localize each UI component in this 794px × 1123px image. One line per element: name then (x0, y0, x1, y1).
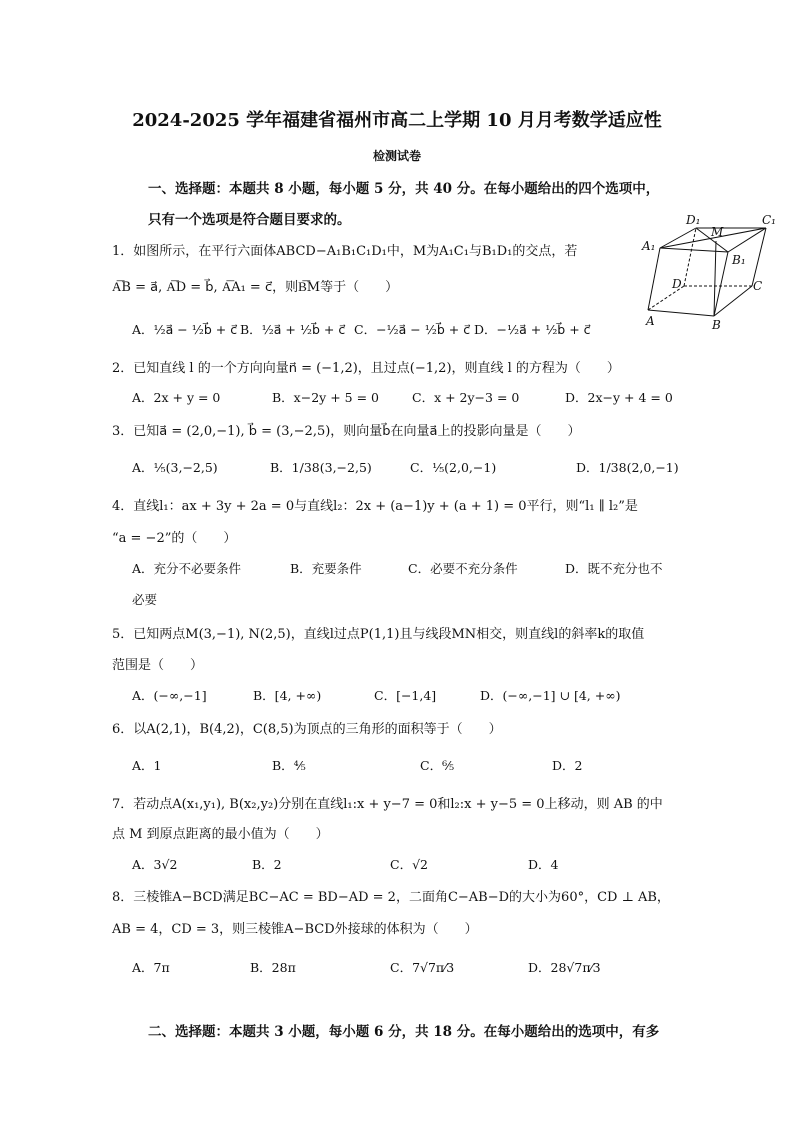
question-7-option-a: A．3√2 (132, 857, 178, 872)
hidden-edge-DD1 (684, 228, 696, 286)
question-7-stem-line1: 7．若动点A(x₁,y₁), B(x₂,y₂)分别在直线l₁:x + y−7 = 0和l₂:x + y−5 = 0上移动，则 AB 的中 (112, 797, 663, 812)
question-1-stem-line1: 1．如图所示，在平行六面体ABCD−A₁B₁C₁D₁中，M为A₁C₁与B₁D₁的交点，若 (112, 244, 578, 259)
question-4-option-c: C．必要不充分条件 (408, 561, 518, 576)
question-1-stem-line2: A͞B = a⃗, A͞D = b⃗, A͞A₁ = c⃗，则B͞M等于（ ） (112, 280, 399, 295)
question-2-stem: 2．已知直线 l 的一个方向向量n⃗ = (−1,2)，且过点(−1,2)，则直线 l 的方程为（ ） (112, 361, 620, 376)
question-5-stem-line2: 范围是（ ） (112, 658, 204, 673)
question-4-stem-line1: 4．直线l₁：ax + 3y + 2a = 0与直线l₂：2x + (a−1)y + (a + 1) = 0平行，则“l₁ ∥ l₂”是 (112, 499, 638, 514)
question-4-option-b: B．充要条件 (290, 561, 362, 576)
label-C: C (753, 279, 763, 293)
label-A: A (646, 314, 655, 328)
question-6-option-c: C．⁶⁄₅ (420, 758, 455, 773)
label-A1: A₁ (642, 239, 656, 253)
question-5-option-c: C．[−1,4] (374, 688, 437, 703)
question-2-option-d: D．2x−y + 4 = 0 (565, 390, 673, 405)
question-7-option-c: C．√2 (390, 857, 428, 872)
parallelepiped-figure (640, 208, 780, 338)
question-4-option-a: A．充分不必要条件 (132, 561, 242, 576)
question-3-option-a: A．⅕(3,−2,5) (132, 460, 218, 475)
label-D: D (672, 277, 682, 291)
question-7-option-d: D．4 (528, 857, 559, 872)
question-2-option-a: A．2x + y = 0 (132, 390, 221, 405)
label-M: M (711, 225, 724, 239)
question-3-option-b: B．1/38(3,−2,5) (270, 460, 372, 475)
question-6-option-d: D．2 (552, 758, 583, 773)
question-3-option-c: C．⅕(2,0,−1) (410, 460, 497, 475)
question-4-option-d-continued: 必要 (132, 592, 158, 607)
question-8-option-c: C．7√7π⁄3 (390, 960, 455, 975)
question-1-option-a: A．½a⃗ − ½b⃗ + c⃗ (132, 322, 238, 337)
label-C1: C₁ (762, 213, 776, 227)
question-6-option-b: B．⁴⁄₅ (272, 758, 306, 773)
question-8-option-b: B．28π (250, 960, 296, 975)
question-7-stem-line2: 点 M 到原点距离的最小值为（ ） (112, 827, 329, 842)
segment-BM (714, 241, 716, 316)
question-6-stem: 6．以A(2,1)，B(4,2)，C(8,5)为顶点的三角形的面积等于（ ） (112, 722, 502, 737)
question-5-option-d: D．(−∞,−1] ∪ [4, +∞) (480, 688, 621, 703)
section1-heading-line2: 只有一个选项是符合题目要求的。 (148, 212, 351, 228)
label-B: B (712, 318, 721, 332)
question-5-stem-line1: 5．已知两点M(3,−1), N(2,5)，直线l过点P(1,1)且与线段MN相交，则直线l的斜率k的取值 (112, 627, 645, 642)
question-2-option-c: C．x + 2y−3 = 0 (412, 390, 520, 405)
page-title: 2024-2025 学年福建省福州市高二上学期 10 月月考数学适应性 (132, 110, 662, 131)
question-5-option-a: A．(−∞,−1] (132, 688, 207, 703)
question-2-option-b: B．x−2y + 5 = 0 (272, 390, 379, 405)
question-6-option-a: A．1 (132, 758, 162, 773)
page-subtitle: 检测试卷 (372, 149, 421, 163)
question-4-stem-line2: “a = −2”的（ ） (112, 531, 237, 546)
edge-AA1 (648, 248, 660, 310)
question-1-option-b: B．½a⃗ + ½b⃗ + c⃗ (240, 322, 346, 337)
section1-heading-line1: 一、选择题：本题共 8 小题，每小题 5 分，共 40 分。在每小题给出的四个选项中， (148, 181, 660, 197)
label-B1: B₁ (732, 253, 746, 267)
question-1-option-d: D．−½a⃗ + ½b⃗ + c⃗ (474, 322, 591, 337)
question-8-option-a: A．7π (132, 960, 170, 975)
question-5-option-b: B．[4, +∞) (253, 688, 322, 703)
edge-CC1 (752, 228, 766, 286)
question-4-option-d: D．既不充分也不 (565, 561, 663, 576)
question-3-option-d: D．1/38(2,0,−1) (576, 460, 679, 475)
question-8-stem-line2: AB = 4，CD = 3，则三棱锥A−BCD外接球的体积为（ ） (112, 922, 478, 937)
label-D1: D₁ (686, 213, 701, 227)
question-8-option-d: D．28√7π⁄3 (528, 960, 601, 975)
question-8-stem-line1: 8．三棱锥A−BCD满足BC−AC = BD−AD = 2，二面角C−AB−D的大小为60°，CD ⊥ AB， (112, 890, 670, 905)
section2-heading-line1: 二、选择题：本题共 3 小题，每小题 6 分，共 18 分。在每小题给出的选项中，有多 (148, 1024, 660, 1040)
edge-B1A1 (660, 248, 728, 252)
question-1-option-c: C．−½a⃗ − ½b⃗ + c⃗ (354, 322, 471, 337)
question-3-stem: 3．已知a⃗ = (2,0,−1), b⃗ = (3,−2,5)，则向量b⃗在向量a⃗上的投影向量是（ ） (112, 424, 581, 439)
question-7-option-b: B．2 (252, 857, 282, 872)
edge-AB (648, 310, 714, 316)
